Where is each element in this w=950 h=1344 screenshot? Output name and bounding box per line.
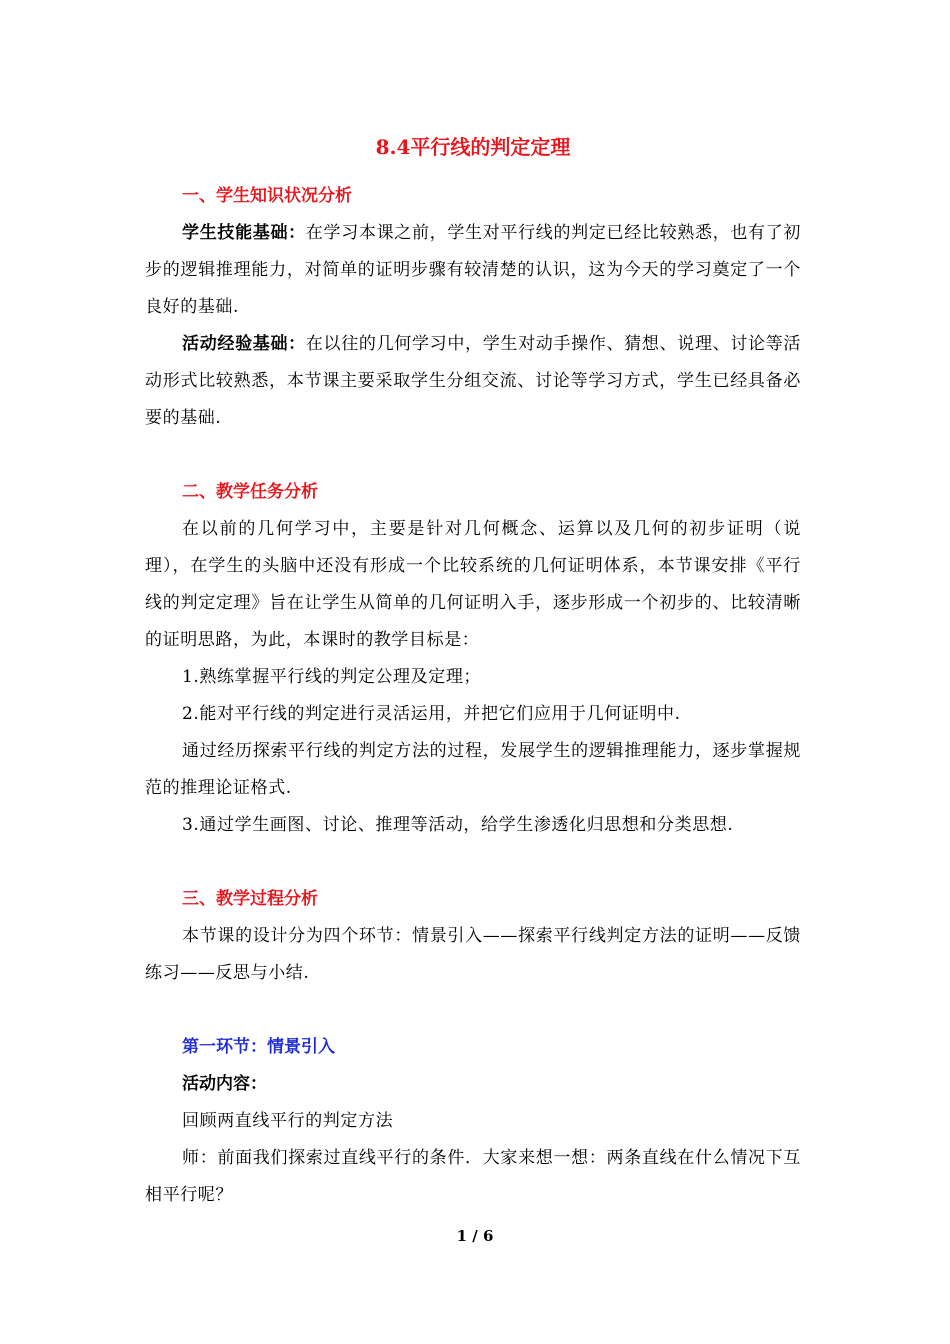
section-heading-student-analysis: 一、学生知识状况分析 (182, 186, 352, 206)
document-content (145, 128, 801, 1214)
section-heading-task-analysis: 二、教学任务分析 (182, 482, 318, 502)
goal-3: 3.通过学生画图、讨论、推理等活动，给学生渗透化归思想和分类思想. (182, 815, 734, 835)
text-activity-basis: 在以往的几何学习中，学生对动手操作、猜想、说理、讨论等活动形式比较熟悉，本节课主要采取学生分组交流、讨论等学习方式，学生已经具备必要的基础. (145, 334, 801, 428)
paragraph-skill-basis (145, 215, 801, 326)
activity-content-line: 回顾两直线平行的判定方法 (182, 1111, 394, 1131)
label-skill-basis: 学生技能基础： (182, 223, 306, 243)
goal-2: 2.能对平行线的判定进行灵活运用，并把它们应用于几何证明中. (182, 704, 681, 724)
spacer (145, 844, 801, 881)
page-number: 1 / 6 (456, 1227, 494, 1245)
text-skill-basis: 在学习本课之前，学生对平行线的判定已经比较熟悉，也有了初步的逻辑推理能力，对简单的证明步骤有较清楚的认识，这为今天的学习奠定了一个良好的基础. (145, 223, 801, 317)
goal-1: 1.熟练掌握平行线的判定公理及定理； (182, 667, 482, 687)
section-heading-process-analysis: 三、教学过程分析 (182, 889, 318, 909)
document-title: 8.4平行线的判定定理 (375, 135, 571, 159)
paragraph-activity-basis (145, 326, 801, 437)
teacher-question: 师：前面我们探索过直线平行的条件．大家来想一想：两条直线在什么情况下互相平行呢？ (145, 1148, 801, 1205)
goal-2-extra: 通过经历探索平行线的判定方法的过程，发展学生的逻辑推理能力，逐步掌握规范的推理论证格式. (145, 741, 801, 798)
spacer (145, 437, 801, 474)
paragraph-process-intro: 本节课的设计分为四个环节：情景引入——探索平行线判定方法的证明——反馈练习——反思与小结. (145, 926, 801, 983)
spacer (145, 992, 801, 1029)
activity-content-label: 活动内容： (182, 1074, 267, 1094)
paragraph-task-intro: 在以前的几何学习中，主要是针对几何概念、运算以及几何的初步证明（说理），在学生的头脑中还没有形成一个比较系统的几何证明体系，本节课安排《平行线的判定定理》旨在让学生从简单的几何证明入手，逐步形成一个初步的、比较清晰的证明思路，为此，本课时的教学目标是： (145, 519, 801, 650)
label-activity-basis: 活动经验基础： (182, 334, 306, 354)
stage-heading-intro: 第一环节：情景引入 (182, 1037, 335, 1057)
